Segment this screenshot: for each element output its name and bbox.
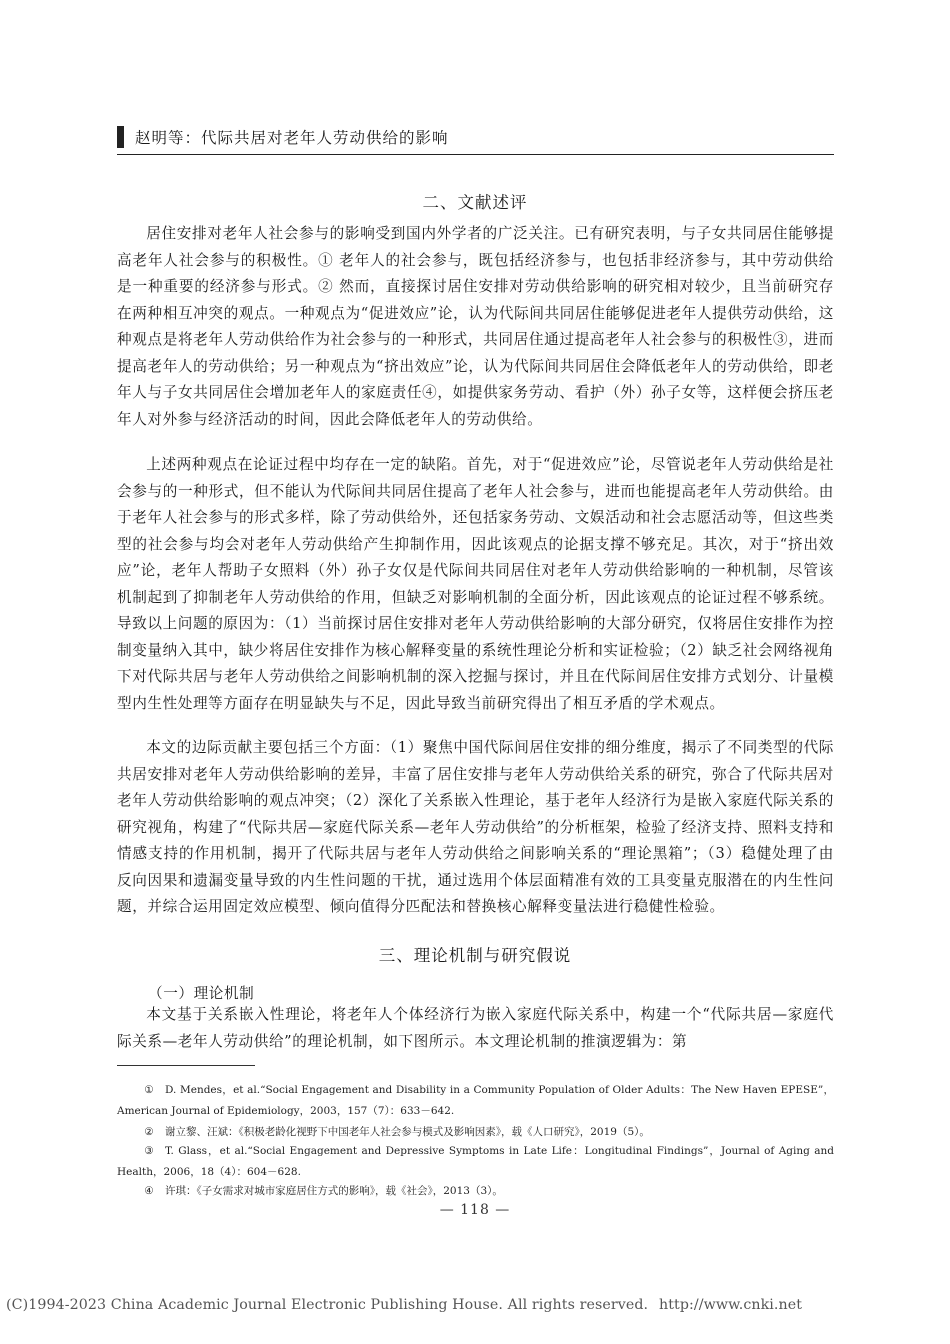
footnote-mark: ④ xyxy=(144,1185,154,1197)
footnote-mark: ① xyxy=(144,1084,154,1096)
running-head xyxy=(117,124,834,155)
running-head-bar xyxy=(117,126,124,148)
copyright-url[interactable]: http://www.cnki.net xyxy=(659,1297,803,1313)
footnote-mark: ② xyxy=(144,1126,154,1138)
body-paragraph: 本文的边际贡献主要包括三个方面：（1）聚焦中国代际间居住安排的细分维度，揭示了不同类型的代际共居安排对老年人劳动供给影响的差异，丰富了居住安排与老年人劳动供给关系的研究，弥合了代际共居对老年人劳动供给影响的观点冲突；（2）深化了关系嵌入性理论，基于老年人经济行为是嵌入家庭代际关系的研究视角，构建了“代际共居—家庭代际关系—老年人劳动供给”的分析框架，检验了经济支持、照料支持和情感支持的作用机制，揭开了代际共居与老年人劳动供给之间影响关系的“理论黑箱”；（3）稳健处理了由反向因果和遗漏变量导致的内生性问题的干扰，通过选用个体层面精准有效的工具变量克服潜在的内生性问题，并综合运用固定效应模型、倾向值得分匹配法和替换核心解释变量法进行稳健性检验。 xyxy=(117,739,834,915)
copyright-notice: (C)1994-2023 China Academic Journal Electronic Publishing House. All rights reserved. xyxy=(6,1297,649,1313)
body-paragraph: 居住安排对老年人社会参与的影响受到国内外学者的广泛关注。已有研究表明，与子女共同居住能够提高老年人社会参与的积极性。① 老年人的社会参与，既包括经济参与，也包括非经济参与，其中劳动供给是一种重要的经济参与形式。② 然而，直接探讨居住安排对劳动供给影响的研究相对较少，且当前研究存在两种相互冲突的观点。一种观点为“促进效应”论，认为代际间共同居住能够促进老年人提供劳动供给，这种观点是将老年人劳动供给作为社会参与的一种形式，共同居住通过提高老年人社会参与的积极性③，进而提高老年人的劳动供给；另一种观点为“挤出效应”论，认为代际间共同居住会降低老年人的劳动供给，即老年人与子女共同居住会增加老年人的家庭责任④，如提供家务劳动、看护（外）孙子女等，这样便会挤压老年人对外参与经济活动的时间，因此会降低老年人的劳动供给。 xyxy=(117,225,834,428)
footnote-text: 许琪：《子女需求对城市家庭居住方式的影响》，载《社会》，2013（3）。 xyxy=(165,1185,503,1197)
footnote-text: T. Glass，et al.“Social Engagement and Depressive Symptoms in Late Life：Longitudinal Findings”，Journal of Aging and Health，2006，18（4）：604－628. xyxy=(117,1145,834,1178)
body-paragraph: 上述两种观点在论证过程中均存在一定的缺陷。首先，对于“促进效应”论，尽管说老年人劳动供给是社会参与的一种形式，但不能认为代际间共同居住提高了老年人社会参与，进而也能提高老年人劳动供给。由于老年人社会参与的形式多样，除了劳动供给外，还包括家务劳动、文娱活动和社会志愿活动等，但这些类型的社会参与均会对老年人劳动供给产生抑制作用，因此该观点的论据支撑不够充足。其次，对于“挤出效应”论，老年人帮助子女照料（外）孙子女仅是代际间共同居住对老年人劳动供给影响的一种机制，尽管该机制起到了抑制老年人劳动供给的作用，但缺乏对影响机制的全面分析，因此该观点的论证过程不够系统。导致以上问题的原因为：（1）当前探讨居住安排对老年人劳动供给影响的大部分研究，仅将居住安排作为控制变量纳入其中，缺少将居住安排作为核心解释变量的系统性理论分析和实证检验；（2）缺乏社会网络视角下对代际共居与老年人劳动供给之间影响机制的深入挖掘与探讨，并且在代际间居住安排方式划分、计量模型内生性处理等方面存在明显缺失与不足，因此导致当前研究得出了相互矛盾的学术观点。 xyxy=(117,456,834,712)
footnote xyxy=(117,1122,834,1143)
section-title-literature-review: 二、文献述评 xyxy=(422,193,528,212)
page-number: — 118 — xyxy=(439,1202,511,1218)
section-title-theory: 三、理论机制与研究假说 xyxy=(378,946,572,965)
body-paragraph: 本文基于关系嵌入性理论，将老年人个体经济行为嵌入家庭代际关系中，构建一个“代际共居—家庭代际关系—老年人劳动供给”的理论机制，如下图所示。本文理论机制的推演逻辑为：第 xyxy=(117,1006,834,1050)
running-head-title: 赵明等：代际共居对老年人劳动供给的影响 xyxy=(135,129,449,147)
footnote xyxy=(117,1080,834,1122)
footnote-divider xyxy=(117,1065,255,1066)
footnote xyxy=(117,1141,834,1183)
subsection-heading: （一）理论机制 xyxy=(148,985,255,1002)
footnote-mark: ③ xyxy=(144,1145,154,1157)
copyright-line xyxy=(6,1297,803,1313)
footnote-text: 谢立黎、汪斌：《积极老龄化视野下中国老年人社会参与模式及影响因素》，载《人口研究》，2019（5）。 xyxy=(165,1126,650,1138)
footnote xyxy=(117,1181,834,1202)
footnote-text: D. Mendes，et al.“Social Engagement and Disability in a Community Population of Older Adults：The New Haven EPESE”，American Journal of Epidemiology，2003，157（7）：633－642. xyxy=(117,1084,834,1117)
